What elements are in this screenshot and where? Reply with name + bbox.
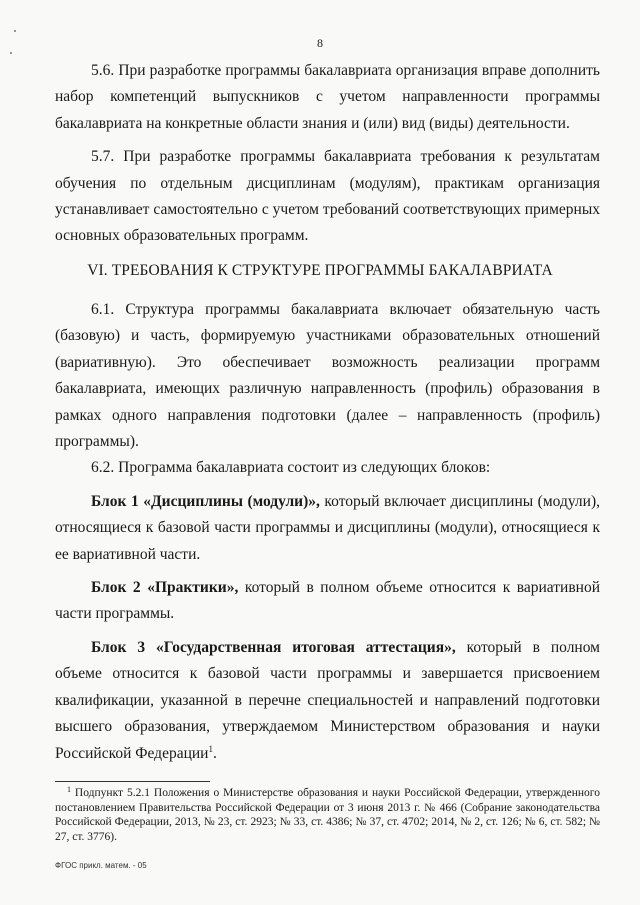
footnote-divider bbox=[55, 781, 210, 782]
block-3-text: который в полном объеме относится к базовой части программы и завершается присвоением квалификации, указанной в перечне специальностей и направлений подготовки высшего образования, утверждаемом Министерством образования и науки Российской Федерации bbox=[55, 638, 600, 762]
block-1-text: который включает дисциплины (модули), относящиеся к базовой части программы и дисциплины (модули), относящиеся к ее вариативной части. bbox=[55, 492, 600, 563]
block-3-paragraph bbox=[55, 635, 600, 767]
block-1-title: Блок 1 «Дисциплины (модули)», bbox=[91, 492, 320, 510]
paragraph-6-2: 6.2. Программа бакалавриата состоит из следующих блоков: bbox=[91, 459, 491, 477]
block-2-paragraph bbox=[55, 575, 600, 628]
block-2-title: Блок 2 «Практики», bbox=[91, 579, 239, 597]
page-number: 8 bbox=[317, 36, 323, 50]
block-1-paragraph bbox=[55, 489, 600, 568]
footnote bbox=[55, 786, 600, 844]
footnote-marker: 1 bbox=[67, 785, 71, 794]
paragraph-6-1: 6.1. Структура программы бакалавриата включает обязательную часть (базовую) и часть, формируемую участниками образовательных отношений (вариативную). Это обеспечивает возможность реализации программ бакалавриата, имеющих различную направленность (профиль) образования в рамках одного направления подготовки (далее – направленность (профиль) программы). bbox=[55, 301, 600, 451]
paragraph-5-7: 5.7. При разработке программы бакалавриата требования к результатам обучения по отдельным дисциплинам (модулям), практикам организация устанавливает самостоятельно с учетом требований соответствующих примерных основных образовательных программ. bbox=[55, 148, 600, 245]
scan-speck bbox=[14, 30, 16, 32]
section-6-body bbox=[55, 297, 600, 767]
block-3-title: Блок 3 «Государственная итоговая аттестация», bbox=[91, 638, 456, 656]
scan-speck bbox=[10, 52, 12, 54]
footer-code: ФГОС прикл. матем. - 05 bbox=[55, 861, 147, 870]
block-3-end: . bbox=[212, 744, 217, 762]
section-5-continued bbox=[55, 58, 600, 250]
footnote-text: Подпункт 5.2.1 Положения о Министерстве образования и науки Российской Федерации, утвержденного постановлением Правительства Российской Федерации от 3 июня 2013 г. № 466 (Собрание законодательства Российской Федерации, 2013, № 23, ст. 2923; № 33, ст. 4386; № 37, ст. 4702; 2014, № 2, ст. 126; № 6, ст. 582; № 27, ст. 3776). bbox=[55, 787, 600, 843]
footnote-reference: 1 bbox=[208, 743, 213, 754]
section-6-heading: VI. ТРЕБОВАНИЯ К СТРУКТУРЕ ПРОГРАММЫ БАКАЛАВРИАТА bbox=[87, 262, 553, 279]
paragraph-5-6: 5.6. При разработке программы бакалавриата организация вправе дополнить набор компетенций выпускников с учетом направленности программы бакалавриата на конкретные области знания и (или) вид (виды) деятельности. bbox=[55, 62, 600, 132]
block-2-text: который в полном объеме относится к вариативной части программы. bbox=[55, 579, 600, 623]
